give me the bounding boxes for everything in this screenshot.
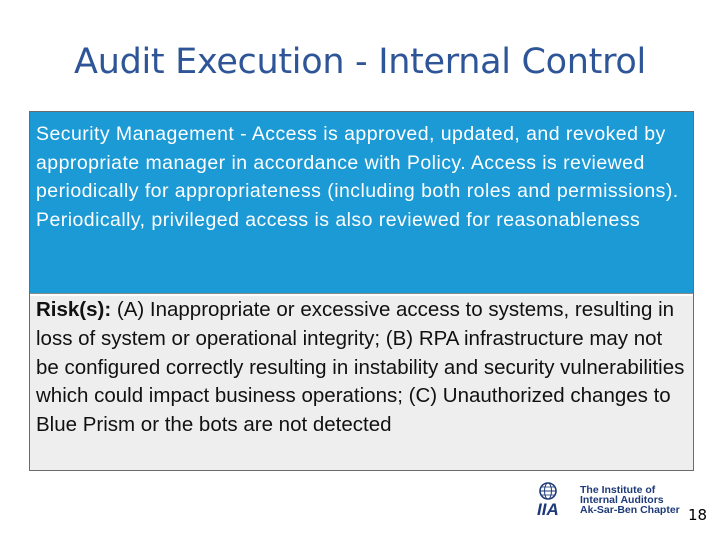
logo-line-1: The Institute of xyxy=(580,484,656,496)
iia-globe-icon xyxy=(536,480,578,518)
risk-text: (A) Inappropriate or excessive access to systems, resulting in loss of system or operational integrity; (B) RPA infrastructure may not be configured correctly resulting in instability and security vulnerabilities which could impact business operations; (C) Unauthorized changes to Blue Prism or the bots are not detected xyxy=(36,298,685,437)
risk-description xyxy=(30,296,693,470)
logo-line-2: Internal Auditors xyxy=(580,494,664,506)
slide-title: Audit Execution - Internal Control xyxy=(74,42,646,82)
control-description: Security Management - Access is approved, updated, and revoked by appropriate manager in accordance with Policy. Access is reviewed periodically for appropriateness (including both roles and permissions). Periodically, privileged access is also reviewed for reasonableness xyxy=(30,112,693,293)
iia-logo-mark: IIA xyxy=(537,500,559,518)
risk-label: Risk(s): xyxy=(36,298,112,321)
logo-line-3: Ak-Sar-Ben Chapter xyxy=(580,504,680,516)
page-number: 18 xyxy=(688,506,708,524)
iia-logo xyxy=(536,480,680,518)
control-risk-table xyxy=(29,111,694,471)
iia-logo-text xyxy=(580,485,680,515)
